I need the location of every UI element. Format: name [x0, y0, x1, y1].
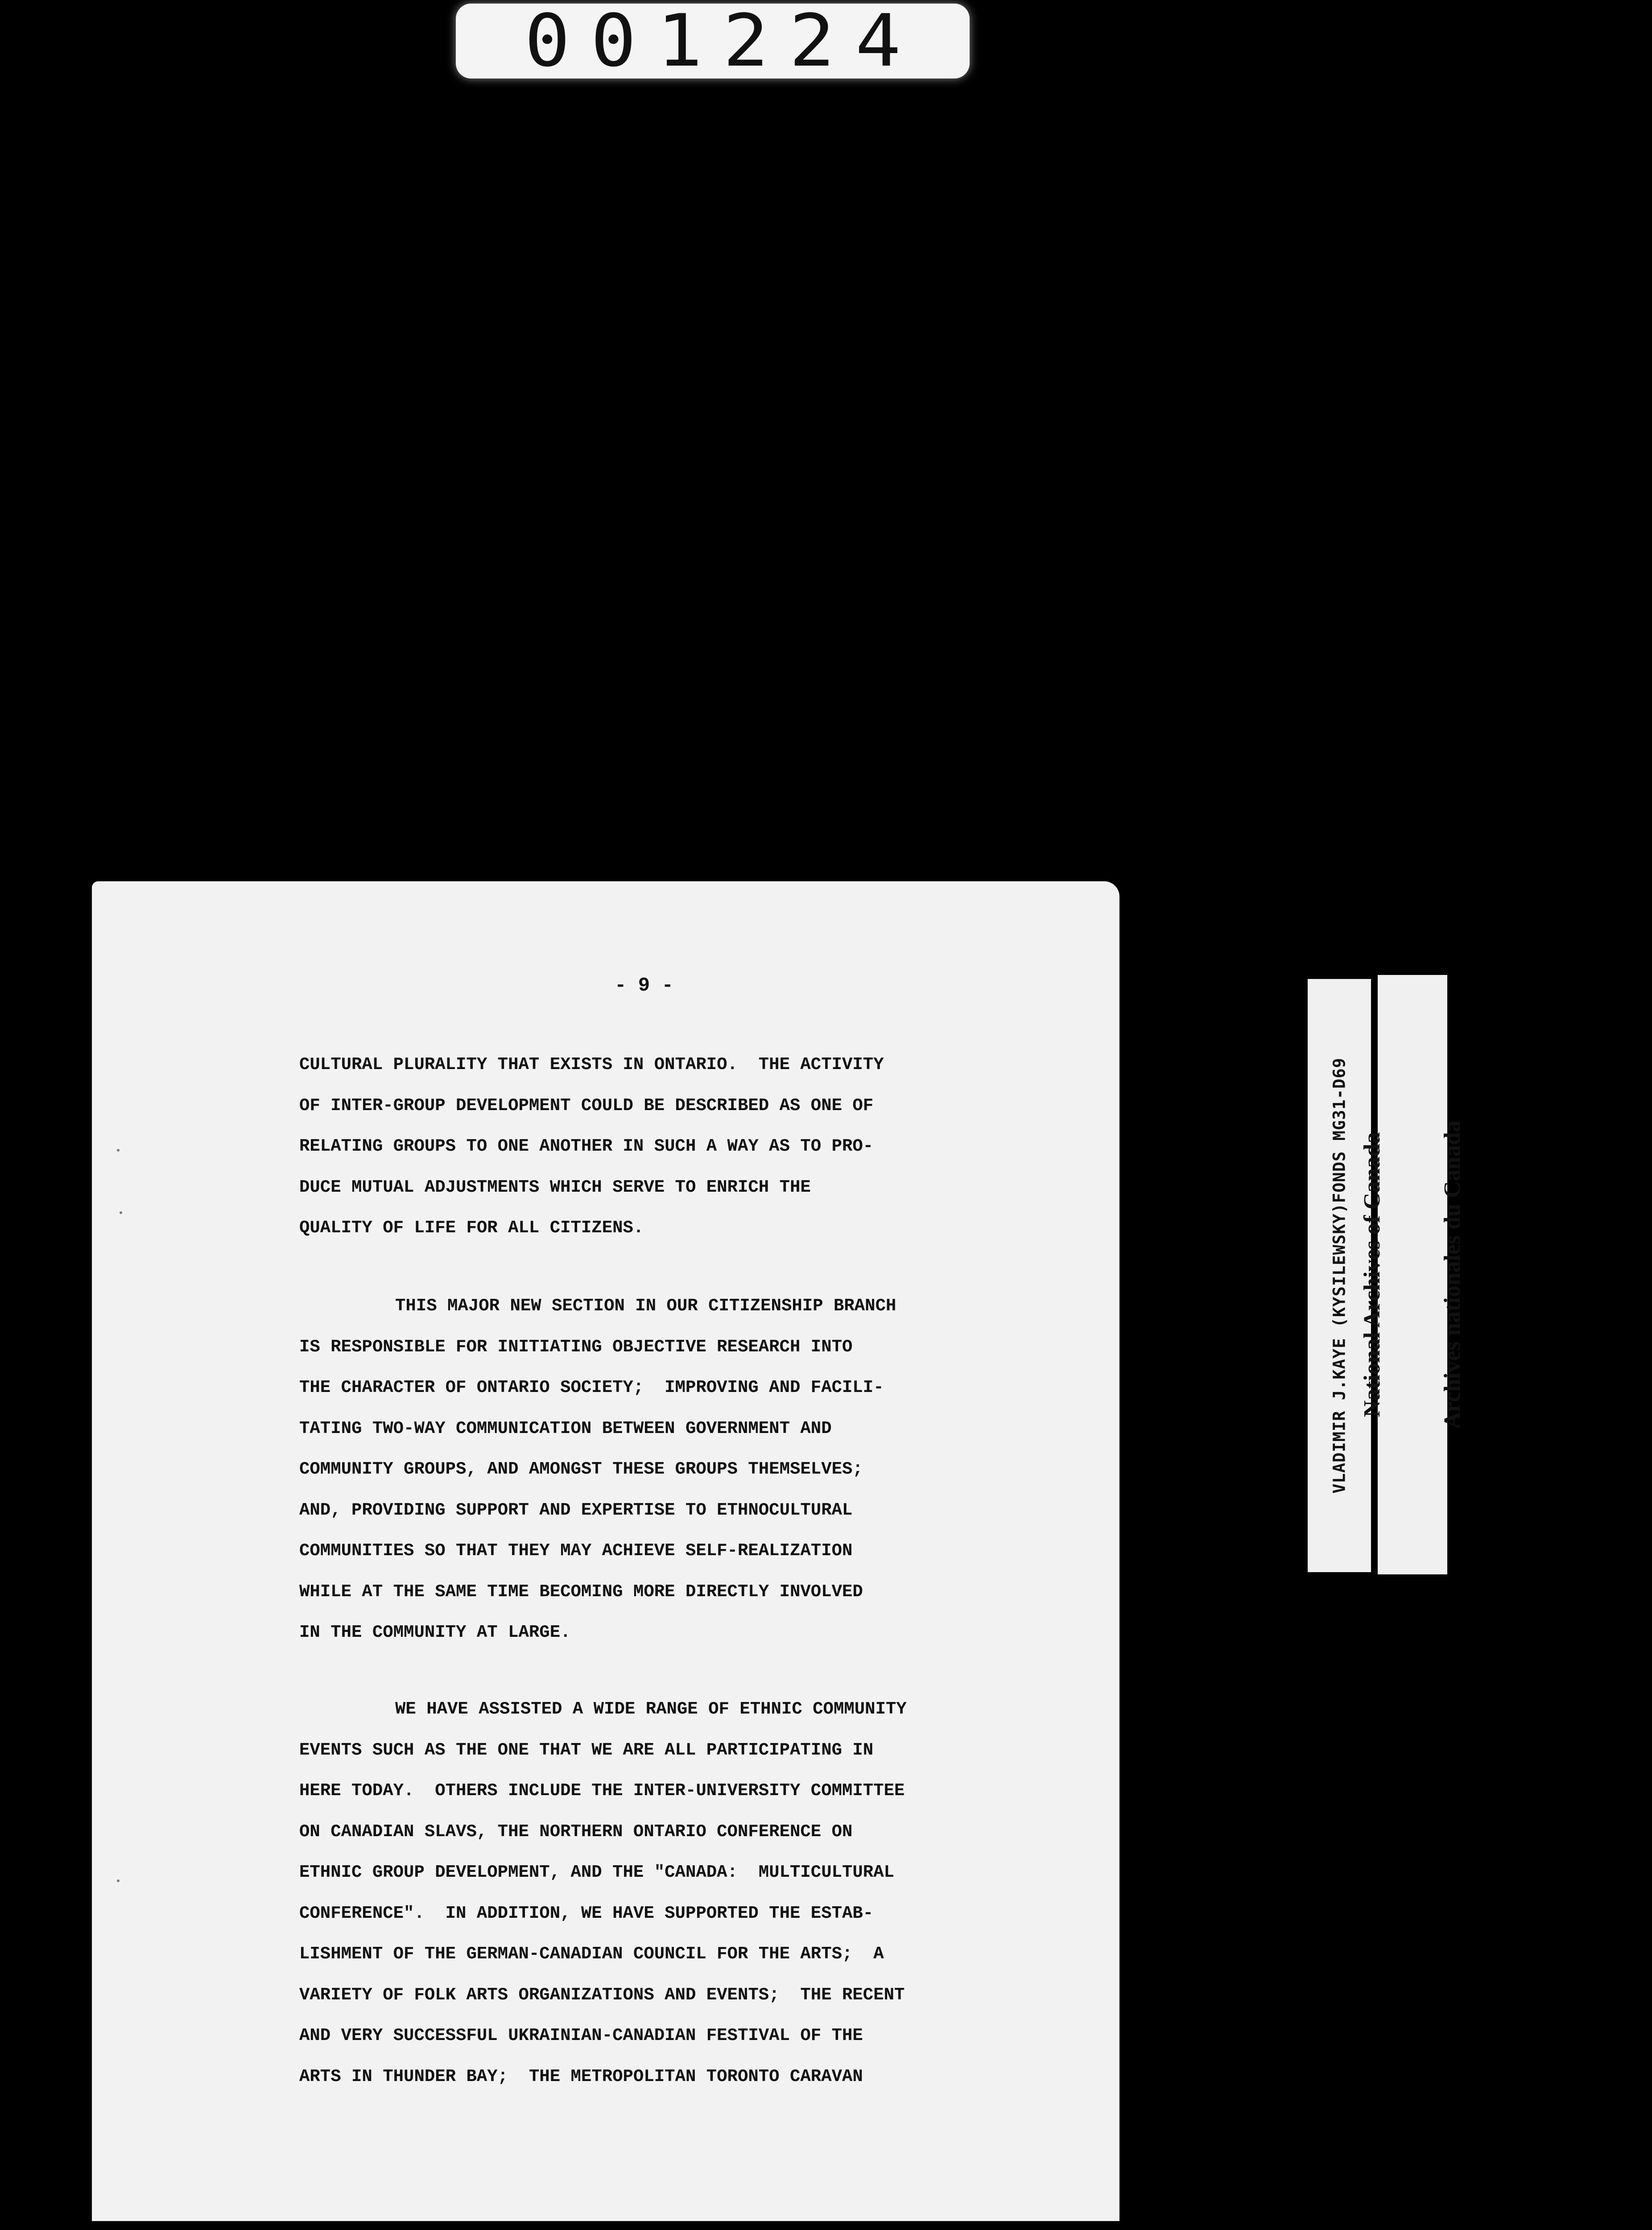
archives-label	[1359, 975, 1465, 1574]
paragraph-2	[299, 1286, 896, 1653]
text-line: THE CHARACTER OF ONTARIO SOCIETY; IMPROVING AND FACILI-	[299, 1378, 884, 1397]
text-line: HERE TODAY. OTHERS INCLUDE THE INTER-UNIVERSITY COMMITTEE	[299, 1781, 905, 1801]
paragraph-3	[299, 1689, 907, 2097]
text-line: RELATING GROUPS TO ONE ANOTHER IN SUCH A WAY AS TO PRO-	[299, 1136, 874, 1156]
text-line: QUALITY OF LIFE FOR ALL CITIZENS.	[299, 1218, 644, 1238]
text-line: CULTURAL PLURALITY THAT EXISTS IN ONTARIO. THE ACTIVITY	[299, 1055, 884, 1074]
text-line: AND VERY SUCCESSFUL UKRAINIAN-CANADIAN FESTIVAL OF THE	[299, 2026, 863, 2045]
text-line: AND, PROVIDING SUPPORT AND EXPERTISE TO ETHNOCULTURAL	[299, 1500, 853, 1520]
text-line: IS RESPONSIBLE FOR INITIATING OBJECTIVE RESEARCH INTO	[299, 1337, 853, 1357]
text-line: ARTS IN THUNDER BAY; THE METROPOLITAN TORONTO CARAVAN	[299, 2066, 863, 2086]
text-line: ETHNIC GROUP DEVELOPMENT, AND THE "CANADA: MULTICULTURAL	[299, 1862, 895, 1882]
text-line: OF INTER-GROUP DEVELOPMENT COULD BE DESCRIBED AS ONE OF	[299, 1095, 874, 1115]
paragraph-1	[299, 1045, 884, 1249]
punch-mark	[117, 1149, 120, 1152]
frame-number-plate	[456, 0, 970, 83]
punch-mark	[117, 1879, 120, 1882]
text-line: COMMUNITY GROUPS, AND AMONGST THESE GROUPS THEMSELVES;	[299, 1459, 863, 1479]
punch-mark	[120, 1211, 122, 1214]
frame-number: 001224	[524, 0, 922, 83]
text-line: DUCE MUTUAL ADJUSTMENTS WHICH SERVE TO ENRICH THE	[299, 1177, 811, 1197]
archives-fr: Archives nationales du Canada	[1440, 1120, 1465, 1429]
text-line: THIS MAJOR NEW SECTION IN OUR CITIZENSHIP BRANCH	[395, 1296, 896, 1316]
text-line: IN THE COMMUNITY AT LARGE.	[299, 1623, 571, 1642]
fonds-label-text: VLADIMIR J.KAYE (KYSILEWSKY)FONDS MG31-D69	[1330, 1057, 1349, 1494]
archives-label-text	[1305, 1120, 1520, 1429]
text-line: VARIETY OF FOLK ARTS ORGANIZATIONS AND EVENTS; THE RECENT	[299, 1985, 905, 2005]
document-page	[92, 881, 1119, 2221]
text-line: WE HAVE ASSISTED A WIDE RANGE OF ETHNIC COMMUNITY	[395, 1699, 907, 1719]
archives-en: National Archives of Canada	[1359, 1132, 1385, 1417]
text-line: TATING TWO-WAY COMMUNICATION BETWEEN GOVERNMENT AND	[299, 1418, 832, 1438]
page-number: - 9 -	[615, 975, 674, 997]
text-line: COMMUNITIES SO THAT THEY MAY ACHIEVE SELF-REALIZATION	[299, 1541, 853, 1561]
text-line: EVENTS SUCH AS THE ONE THAT WE ARE ALL PARTICIPATING IN	[299, 1740, 874, 1760]
text-line: ON CANADIAN SLAVS, THE NORTHERN ONTARIO CONFERENCE ON	[299, 1821, 853, 1842]
text-line: LISHMENT OF THE GERMAN-CANADIAN COUNCIL FOR THE ARTS; A	[299, 1944, 884, 1964]
text-line: CONFERENCE". IN ADDITION, WE HAVE SUPPORTED THE ESTAB-	[299, 1903, 874, 1923]
text-line: WHILE AT THE SAME TIME BECOMING MORE DIRECTLY INVOLVED	[299, 1582, 863, 1602]
